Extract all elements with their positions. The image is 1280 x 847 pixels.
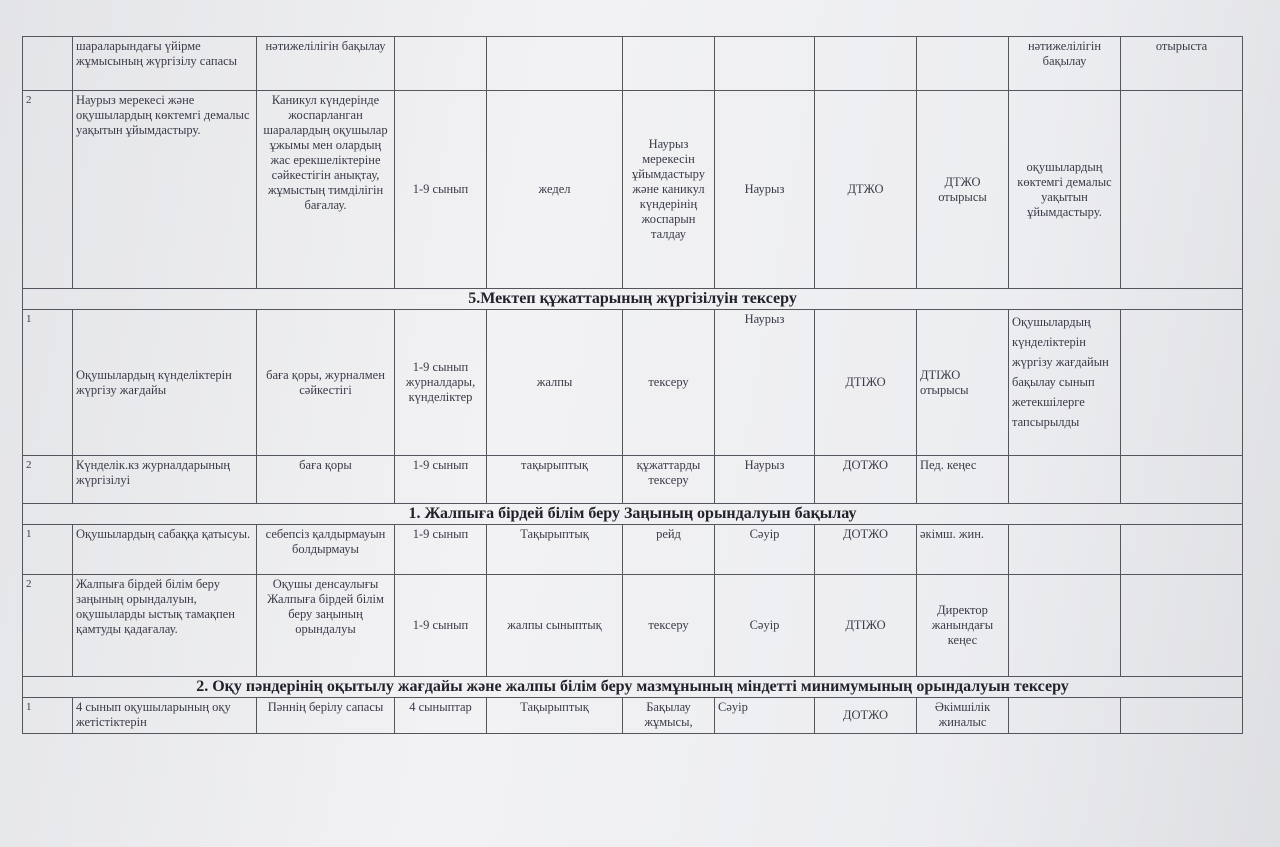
topic-cell: Оқушылардың сабаққа қатысуы. bbox=[73, 525, 257, 575]
type-cell: жедел bbox=[487, 91, 623, 289]
table-row bbox=[23, 310, 1243, 456]
place-cell: Әкімшілік жиналыс bbox=[917, 698, 1009, 734]
note-cell bbox=[1121, 698, 1243, 734]
note-cell bbox=[1121, 575, 1243, 677]
section-title: 5.Мектеп құжаттарының жүргізілуін тексеру bbox=[23, 289, 1243, 310]
place-cell: Директор жанындағы кеңес bbox=[917, 575, 1009, 677]
topic-cell: Наурыз мерекесі және оқушылардың көктемгі демалыс уақытын ұйымдастыру. bbox=[73, 91, 257, 289]
section-header-row bbox=[23, 289, 1243, 310]
topic-cell: Күнделік.кз журналдарының жүргізілуі bbox=[73, 456, 257, 504]
table-row bbox=[23, 575, 1243, 677]
row-number: 2 bbox=[23, 575, 73, 677]
table-row bbox=[23, 37, 1243, 91]
object-cell: 1-9 сынып bbox=[395, 525, 487, 575]
result-cell bbox=[1009, 698, 1121, 734]
object-cell: 1-9 сынып bbox=[395, 91, 487, 289]
time-cell: Наурыз bbox=[715, 310, 815, 456]
place-cell: Пед. кеңес bbox=[917, 456, 1009, 504]
responsible-cell: ДОТЖО bbox=[815, 456, 917, 504]
time-cell: Наурыз bbox=[715, 91, 815, 289]
method-cell: тексеру bbox=[623, 575, 715, 677]
time-cell bbox=[715, 37, 815, 91]
type-cell: тақырыптық bbox=[487, 456, 623, 504]
object-cell: 4 сыныптар bbox=[395, 698, 487, 734]
object-cell bbox=[395, 37, 487, 91]
purpose-cell: нәтижелілігін бақылау bbox=[257, 37, 395, 91]
purpose-cell: Пәннің берілу сапасы bbox=[257, 698, 395, 734]
responsible-cell bbox=[815, 37, 917, 91]
row-number: 1 bbox=[23, 310, 73, 456]
method-cell bbox=[623, 37, 715, 91]
method-cell: тексеру bbox=[623, 310, 715, 456]
section-title: 2. Оқу пәндерінің оқытылу жағдайы және жалпы білім беру мазмұнының міндетті минимумының орындалуын тексеру bbox=[23, 677, 1243, 698]
row-number: 2 bbox=[23, 456, 73, 504]
topic-cell: шараларындағы үйірме жұмысының жүргізілу сапасы bbox=[73, 37, 257, 91]
table-row bbox=[23, 91, 1243, 289]
place-cell bbox=[917, 37, 1009, 91]
topic-cell: Оқушылардың күнделіктерін жүргізу жағдайы bbox=[73, 310, 257, 456]
topic-cell: 4 сынып оқушыларының оқу жетістіктерін bbox=[73, 698, 257, 734]
method-cell: Наурыз мерекесін ұйымдастыру және каникул күндерінің жоспарын талдау bbox=[623, 91, 715, 289]
time-cell: Наурыз bbox=[715, 456, 815, 504]
control-plan-table bbox=[22, 36, 1243, 734]
note-cell bbox=[1121, 456, 1243, 504]
table-row bbox=[23, 525, 1243, 575]
result-cell bbox=[1009, 456, 1121, 504]
responsible-cell: ДОТЖО bbox=[815, 525, 917, 575]
time-cell: Сәуір bbox=[715, 575, 815, 677]
object-cell: 1-9 сынып bbox=[395, 575, 487, 677]
purpose-cell: себепсіз қалдырмауын болдырмауы bbox=[257, 525, 395, 575]
row-number: 1 bbox=[23, 525, 73, 575]
responsible-cell: ДОТЖО bbox=[815, 698, 917, 734]
result-cell bbox=[1009, 575, 1121, 677]
responsible-cell: ДТІЖО bbox=[815, 575, 917, 677]
result-cell bbox=[1009, 525, 1121, 575]
type-cell: Тақырыптық bbox=[487, 525, 623, 575]
purpose-cell: баға қоры, журналмен сәйкестігі bbox=[257, 310, 395, 456]
time-cell: Сәуір bbox=[715, 698, 815, 734]
result-cell: Оқушылардың күнделіктерін жүргізу жағдайын бақылау сынып жетекшілерге тапсырылды bbox=[1009, 310, 1121, 456]
type-cell bbox=[487, 37, 623, 91]
method-cell: құжаттарды тексеру bbox=[623, 456, 715, 504]
row-number bbox=[23, 37, 73, 91]
purpose-cell: баға қоры bbox=[257, 456, 395, 504]
place-cell: ДТІЖО отырысы bbox=[917, 310, 1009, 456]
section-header-row bbox=[23, 504, 1243, 525]
object-cell: 1-9 сынып журналдары, күнделіктер bbox=[395, 310, 487, 456]
section-header-row bbox=[23, 677, 1243, 698]
place-cell: әкімш. жин. bbox=[917, 525, 1009, 575]
row-number: 1 bbox=[23, 698, 73, 734]
row-number: 2 bbox=[23, 91, 73, 289]
type-cell: жалпы сыныптық bbox=[487, 575, 623, 677]
table-row bbox=[23, 456, 1243, 504]
object-cell: 1-9 сынып bbox=[395, 456, 487, 504]
method-cell: рейд bbox=[623, 525, 715, 575]
purpose-cell: Каникул күндерінде жоспарланган шаралардың оқушылар ұжымы мен олардың жас ерекшеліктеріне сәйкестігін анықтау, жұмыстың тимділігін бағалау. bbox=[257, 91, 395, 289]
method-cell: Бақылау жұмысы, bbox=[623, 698, 715, 734]
type-cell: Тақырыптық bbox=[487, 698, 623, 734]
note-cell: отырыста bbox=[1121, 37, 1243, 91]
type-cell: жалпы bbox=[487, 310, 623, 456]
note-cell bbox=[1121, 91, 1243, 289]
table-row bbox=[23, 698, 1243, 734]
section-title: 1. Жалпыға бірдей білім беру Заңының орындалуын бақылау bbox=[23, 504, 1243, 525]
responsible-cell: ДТІЖО bbox=[815, 310, 917, 456]
purpose-cell: Оқушы денсаулығы Жалпыға бірдей білім беру заңының орындалуы bbox=[257, 575, 395, 677]
time-cell: Сәуір bbox=[715, 525, 815, 575]
topic-cell: Жалпыға бірдей білім беру заңының орындалуын, оқушыларды ыстық тамақпен қамтуды қадағалау. bbox=[73, 575, 257, 677]
place-cell: ДТЖО отырысы bbox=[917, 91, 1009, 289]
note-cell bbox=[1121, 525, 1243, 575]
result-cell: оқушылардың көктемгі демалыс уақытын ұйымдастыру. bbox=[1009, 91, 1121, 289]
responsible-cell: ДТЖО bbox=[815, 91, 917, 289]
note-cell bbox=[1121, 310, 1243, 456]
result-cell: нәтижелілігін бақылау bbox=[1009, 37, 1121, 91]
